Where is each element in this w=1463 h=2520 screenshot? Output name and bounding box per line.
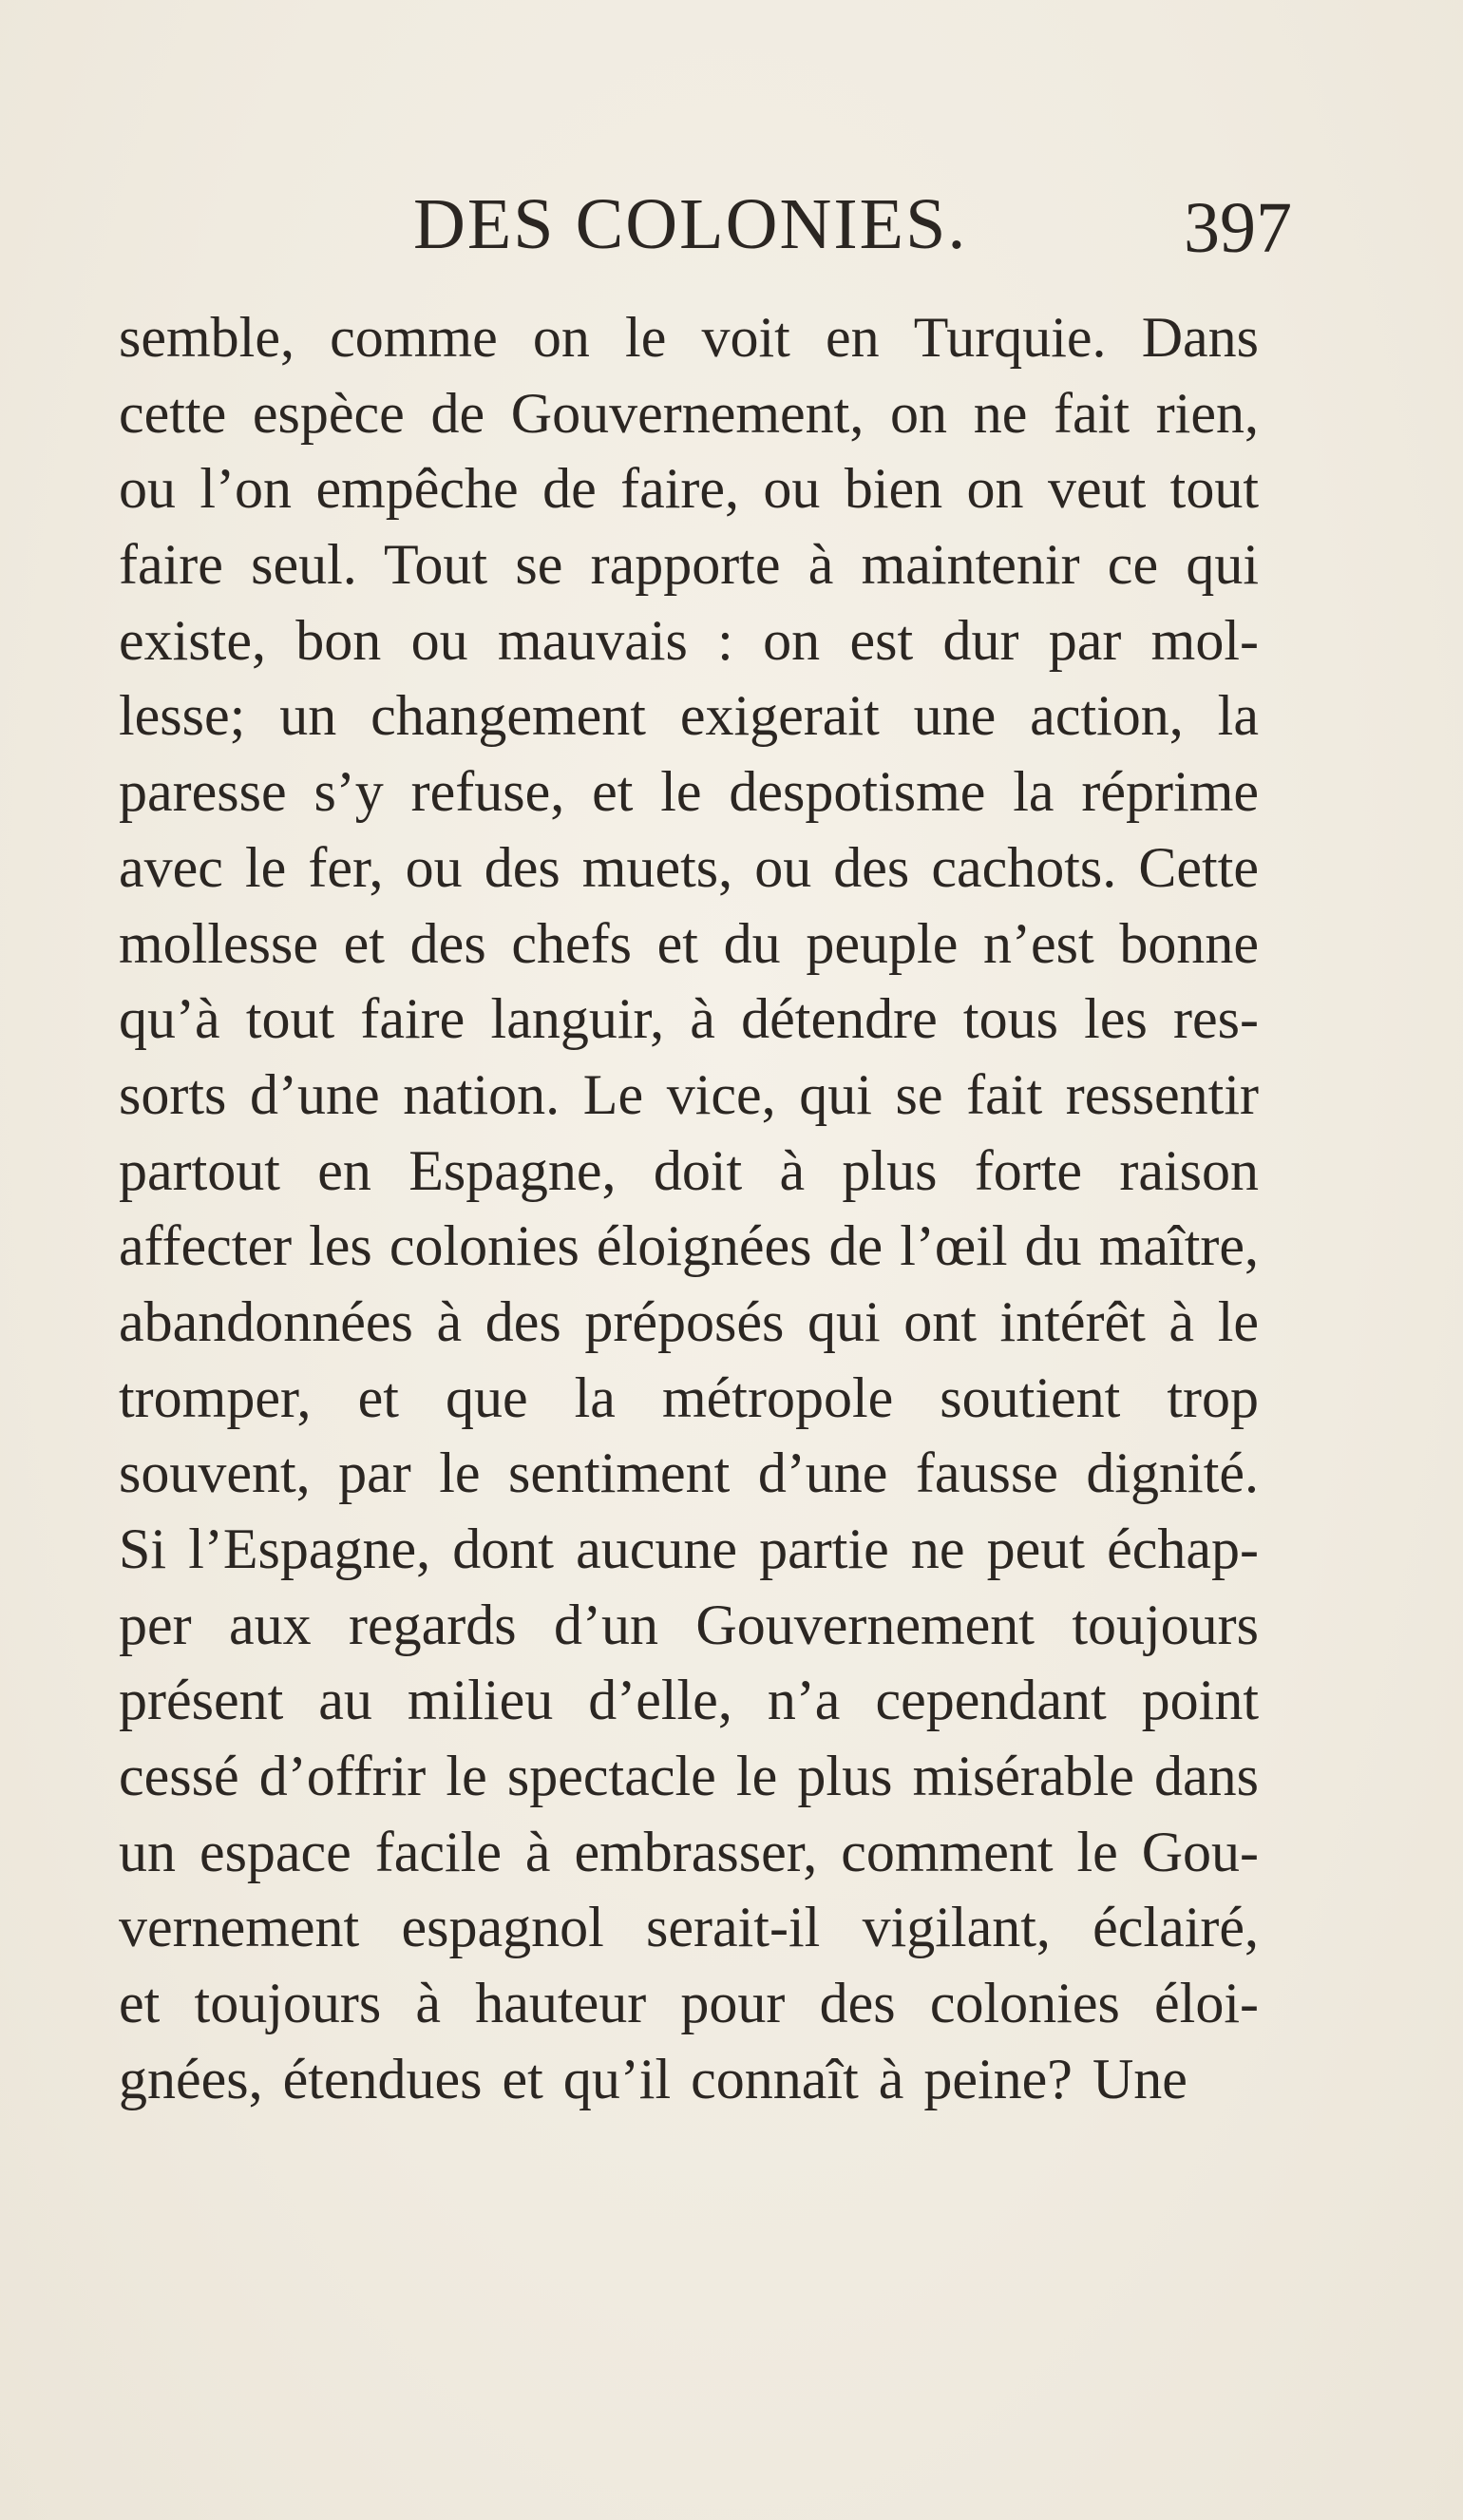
text-line: affecter les colonies éloignées de l’œil du maître, (119, 1214, 1259, 1278)
running-title: DES COLONIES. (413, 184, 968, 264)
page-number: 397 (1184, 188, 1292, 268)
text-line: cette espèce de Gouvernement, on ne fait rien, (119, 381, 1259, 445)
text-line: abandonnées à des préposés qui ont intérêt à le (119, 1289, 1259, 1353)
text-line: mollesse et des chefs et du peuple n’est bonne (119, 911, 1259, 975)
text-line: faire seul. Tout se rapporte à maintenir ce qui (119, 533, 1259, 597)
running-head (413, 177, 1292, 291)
text-line: partout en Espagne, doit à plus forte raison (119, 1138, 1259, 1202)
text-line: souvent, par le sentiment d’une fausse dignité. (119, 1441, 1259, 1505)
text-line: Si l’Espagne, dont aucune partie ne peut échap- (119, 1518, 1259, 1580)
text-line: semble, comme on le voit en Turquie. Dans (119, 306, 1259, 369)
text-line: per aux regards d’un Gouvernement toujours (119, 1593, 1259, 1656)
text-line: paresse s’y refuse, et le despotisme la réprime (119, 760, 1259, 824)
text-line: avec le fer, ou des muets, ou des cachots. Cette (119, 835, 1259, 899)
text-line: vernement espagnol serait-il vigilant, éclairé, (119, 1896, 1259, 1959)
body-text (119, 300, 1259, 2118)
text-line: qu’à tout faire languir, à détendre tous les res- (119, 987, 1259, 1051)
text-line: sorts d’une nation. Le vice, qui se fait ressentir (119, 1062, 1259, 1126)
text-line: existe, bon ou mauvais : on est dur par mol- (119, 608, 1259, 672)
text-line: présent au milieu d’elle, n’a cependant point (119, 1669, 1259, 1732)
text-line: tromper, et que la métropole soutient trop (119, 1365, 1259, 1429)
text-line: lesse; un changement exigerait une action, la (119, 684, 1259, 748)
text-line: et toujours à hauteur pour des colonies éloi- (119, 1972, 1259, 2035)
text-line: un espace facile à embrasser, comment le Gou- (119, 1820, 1259, 1883)
text-line: ou l’on empêche de faire, ou bien on veut tout (119, 457, 1259, 521)
text-line: cessé d’offrir le spectacle le plus misérable dans (119, 1745, 1259, 1808)
text-line: gnées, étendues et qu’il connaît à peine? Une (119, 2047, 1188, 2110)
